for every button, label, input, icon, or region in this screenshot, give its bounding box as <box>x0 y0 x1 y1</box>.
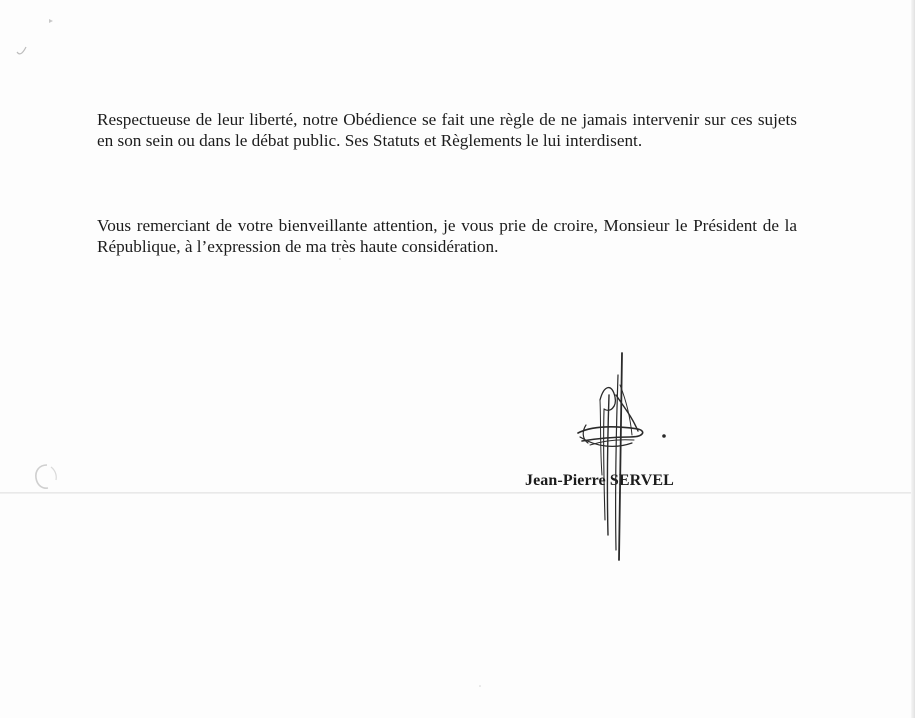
signer-name: Jean-Pierre SERVEL <box>525 472 674 489</box>
punch-hole-mark <box>33 463 59 491</box>
closing-paragraph-liberty: Respectueuse de leur liberté, notre Obédience se fait une règle de ne jamais intervenir sur ces sujets en son sein ou dans le débat public. Ses Statuts et Règlements le lui interdisent. <box>97 110 797 150</box>
scan-speck-dot <box>48 18 54 24</box>
scan-speck-small <box>338 257 342 261</box>
scan-page-edge <box>911 0 915 718</box>
closing-paragraph-salutation: Vous remerciant de votre bienveillante attention, je vous prie de croire, Monsieur le Président de la République, à l’expression de ma très haute considération. <box>97 216 797 256</box>
scan-speck-mark <box>15 44 29 58</box>
handwritten-signature <box>560 345 690 570</box>
scan-fold-line <box>0 492 915 494</box>
scan-speck-lower <box>478 684 482 688</box>
